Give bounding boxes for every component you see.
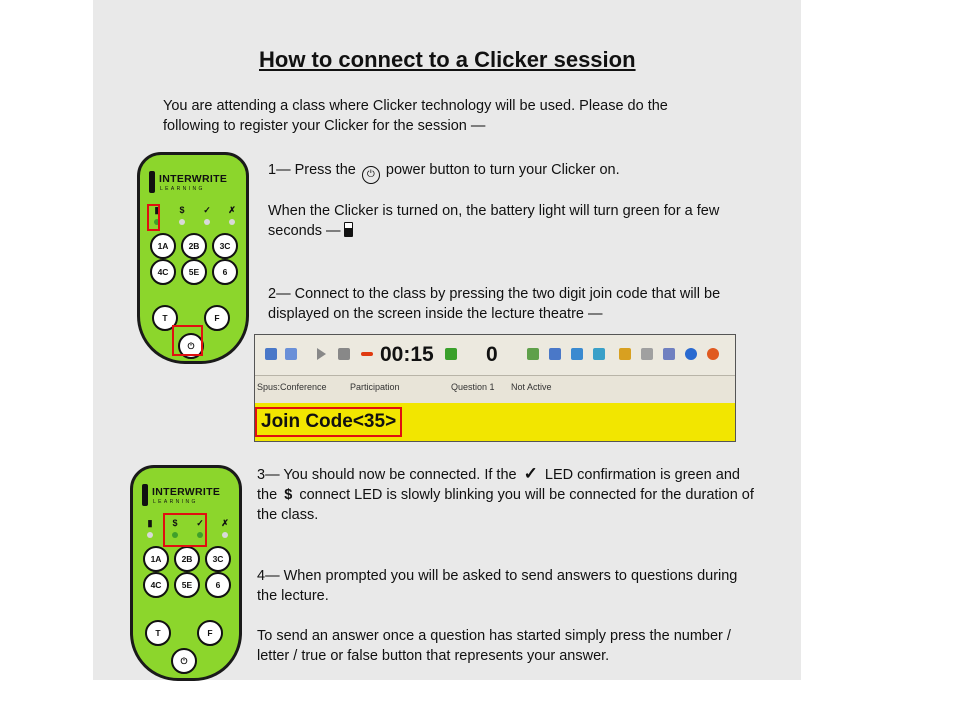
- step-4-instructions: To send an answer once a question has started simply press the number / letter / true or false button that represents your answer.: [257, 628, 731, 664]
- step-1-text: 1— Press the ⏻ power button to turn your Clicker on.: [268, 160, 748, 184]
- button-false: F: [197, 620, 223, 646]
- cross-led-icon: ✗: [228, 205, 236, 215]
- play-icon: [317, 348, 326, 360]
- connect-led-highlight: [163, 513, 207, 547]
- page-title: How to connect to a Clicker session: [259, 47, 636, 72]
- check-led-icon: ✓: [203, 205, 211, 215]
- step-3-text: 3— You should now be connected. If the ✓ LED confirmation is green and the $ connect LED is slowly blinking you will be connected for the duration of the class.: [257, 464, 754, 523]
- check-led-icon: ✓: [196, 518, 204, 528]
- button-true: T: [152, 305, 178, 331]
- clicker-remote-image: [130, 465, 242, 681]
- button-5e: 5E: [174, 572, 200, 598]
- toolbar-icon: [619, 348, 631, 360]
- button-false: F: [204, 305, 230, 331]
- response-count: 0: [486, 343, 498, 366]
- power-icon: ⏻: [362, 166, 380, 184]
- toolbar-icon: [527, 348, 539, 360]
- plus-icon: [445, 348, 457, 360]
- battery-led-icon: ▮: [147, 518, 153, 528]
- toolbar-icon: [285, 348, 297, 360]
- check-icon: ✓: [523, 464, 538, 483]
- power-button-highlight: [172, 325, 203, 356]
- join-code-bar: [255, 403, 735, 441]
- intro-text: You are attending a class where Clicker technology will be used. Please do the following to register your Clicker for the session —: [163, 98, 668, 134]
- toolbar-icon: [593, 348, 605, 360]
- button-2b: 2B: [174, 546, 200, 572]
- connect-icon: $: [284, 487, 293, 503]
- toolbar-icon: [549, 348, 561, 360]
- join-code: Join Code<35>: [255, 407, 402, 437]
- button-4c: 4C: [143, 572, 169, 598]
- power-button-icon: ⏻: [171, 648, 197, 674]
- stop-icon: [338, 348, 350, 360]
- button-6: 6: [205, 572, 231, 598]
- minus-icon: [361, 352, 373, 356]
- interwrite-logo: INTERWRITE LEARNING: [139, 482, 235, 508]
- status-bar: Spus:Conference Participation Question 1 Not Active: [257, 382, 552, 392]
- help-icon: [685, 348, 697, 360]
- button-1a: 1A: [143, 546, 169, 572]
- step-1-note: When the Clicker is turned on, the battery light will turn green for a few seconds —: [268, 203, 720, 239]
- button-5e: 5E: [181, 259, 207, 285]
- session-toolbar-screenshot: [254, 334, 736, 442]
- connect-led-icon: $: [179, 205, 185, 215]
- button-1a: 1A: [150, 233, 176, 259]
- cross-led-icon: ✗: [221, 518, 229, 528]
- toolbar-icon: [571, 348, 583, 360]
- button-true: T: [145, 620, 171, 646]
- battery-led-highlight: [147, 204, 160, 231]
- step-2-text: 2— Connect to the class by pressing the two digit join code that will be displayed on the screen inside the lecture theatre —: [268, 286, 721, 322]
- button-3c: 3C: [205, 546, 231, 572]
- step-4-text: 4— When prompted you will be asked to send answers to questions during the lecture.: [257, 568, 738, 604]
- battery-icon: [344, 222, 353, 237]
- button-3c: 3C: [212, 233, 238, 259]
- interwrite-logo: INTERWRITE LEARNING: [146, 169, 242, 195]
- toolbar: [255, 335, 735, 376]
- timer-display: 00:15: [380, 343, 434, 366]
- led-row: [150, 205, 240, 229]
- button-6: 6: [212, 259, 238, 285]
- button-4c: 4C: [150, 259, 176, 285]
- connect-led-icon: $: [172, 518, 178, 528]
- close-icon: [707, 348, 719, 360]
- toolbar-icon: [265, 348, 277, 360]
- toolbar-icon: [663, 348, 675, 360]
- battery-led-icon: ▮: [154, 205, 160, 215]
- button-2b: 2B: [181, 233, 207, 259]
- power-button-icon: ⏻: [178, 333, 204, 359]
- toolbar-icon: [641, 348, 653, 360]
